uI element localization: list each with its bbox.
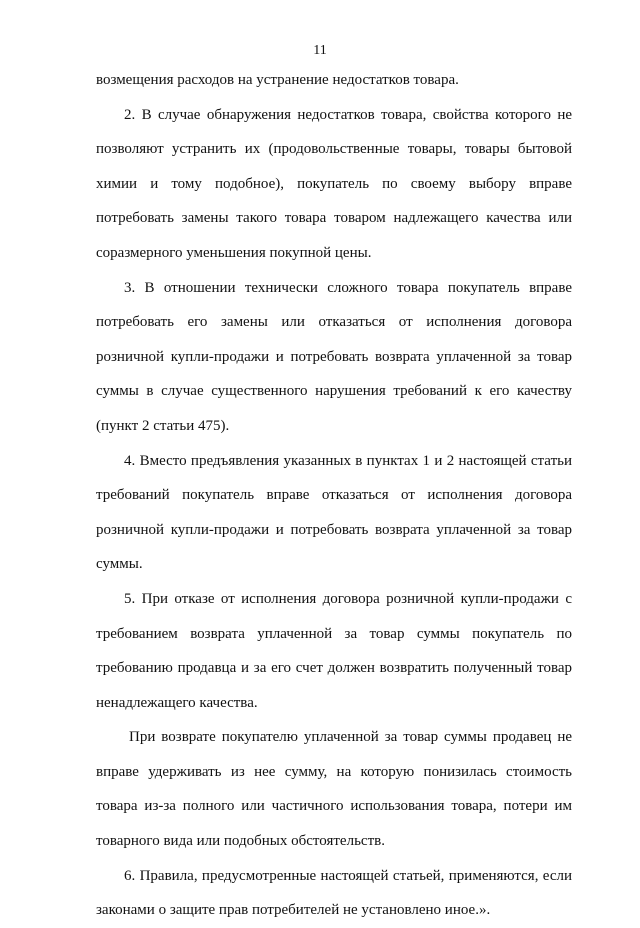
paragraph-item-3: 3. В отношении технически сложного товара покупатель вправе потребовать его замены или отказаться от исполнения договора розничной купли-продажи и потребовать возврата уплаченной за товар суммы в случае существенного нарушения требований к его качеству (пункт 2 статьи 475).	[96, 279, 572, 434]
paragraph-item-5-continued: При возврате покупателю уплаченной за товар суммы продавец не вправе удерживать из нее сумму, на которую понизилась стоимость товара из-за полного или частичного использования товара, потери им товарного вида или подобных обстоятельств.	[96, 729, 572, 850]
paragraph-continuation: возмещения расходов на устранение недостатков товара.	[96, 72, 459, 88]
paragraph-item-4: 4. Вместо предъявления указанных в пунктах 1 и 2 настоящей статьи требований покупатель вправе отказаться от исполнения договора розничной купли-продажи и потребовать возврата уплаченной за товар суммы.	[96, 452, 572, 573]
paragraph-item-6: 6. Правила, предусмотренные настоящей статьей, применяются, если законами о защите прав потребителей не установлено иное.».	[96, 867, 572, 919]
paragraph-item-2: 2. В случае обнаружения недостатков товара, свойства которого не позволяют устранить их (продовольственные товары, товары бытовой химии и тому подобное), покупатель по своему выбору вправе потребовать замены такого товара товаром надлежащего качества или соразмерного уменьшения покупной цены.	[96, 106, 572, 261]
page-number: 11	[313, 43, 327, 58]
paragraph-item-5: 5. При отказе от исполнения договора розничной купли-продажи с требованием возврата уплаченной за товар суммы покупатель по требованию продавца и за его счет должен возвратить полученный товар ненадлежащего качества.	[96, 590, 572, 711]
document-body	[96, 63, 572, 928]
